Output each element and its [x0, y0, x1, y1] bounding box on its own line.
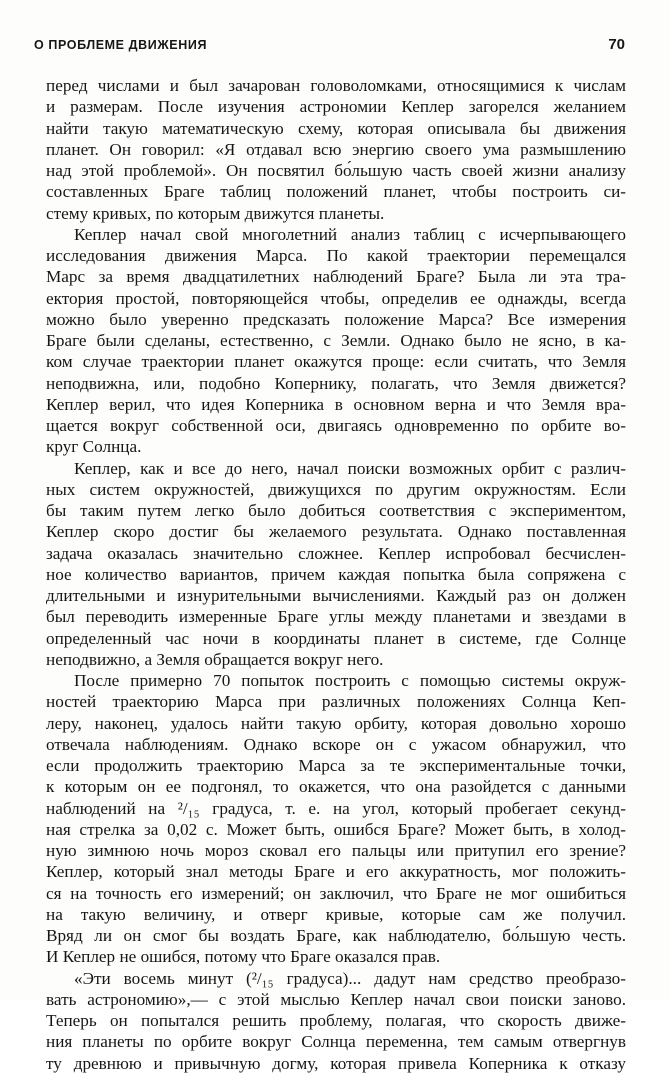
paragraph-first-line: «Эти восемь минут (²/₁₅ градуса)... дадут нам средство преобразо-: [74, 968, 626, 988]
text-line: ных систем окружностей, движущихся по другим окружностям. Если: [46, 479, 626, 499]
text-line: Кеплер верил, что идея Коперника в основном верна и что Земля вра-: [46, 394, 626, 414]
text-line: составленных Браге таблиц положений планет, чтобы построить си-: [46, 182, 626, 202]
text-line: над этой проблемой». Он посвятил бо́льшую часть своей жизни анализу: [46, 161, 626, 180]
text-line: Кеплер скоро достиг бы желаемого результата. Однако поставленная: [46, 522, 626, 542]
text-line: ную зимнюю ночь мороз сковал его пальцы или притупил его зрение?: [46, 841, 626, 860]
text-line: перед числами и был зачарован головоломками, относящимися к числам: [46, 76, 626, 95]
text-line: круг Солнца.: [46, 437, 142, 457]
text-line: планет. Он говорил: «Я отдавал всю энергию своего ума размышлению: [46, 139, 626, 159]
text-line: ная стрелка за 0,02 с. Может быть, ошибся Браге? Может быть, в холод-: [46, 819, 626, 839]
text-line: на такую величину, и отверг кривые, которые сам же получил.: [46, 904, 626, 924]
text-line: найти такую математическую схему, которая описывала бы движения: [46, 118, 626, 138]
text-line: Теперь он попытался решить проблему, полагая, что скорость движе-: [46, 1011, 626, 1030]
text-line: Вряд ли он смог бы воздать Браге, как наблюдателю, бо́льшую честь.: [46, 926, 626, 945]
text-line: Браге были сделаны, естественно, с Земли. Однако было не ясно, в ка-: [46, 331, 626, 350]
text-line: ния планеты по орбите вокруг Солнца переменна, тем самым отвергнув: [46, 1032, 626, 1052]
paragraph-first-line: Кеплер, как и все до него, начал поиски возможных орбит с различ-: [74, 458, 626, 478]
text-line: и размерам. После изучения астрономии Кеплер загорелся желанием: [46, 97, 626, 117]
text-line: ту древнюю и привычную догму, которая привела Коперника к отказу: [46, 1053, 626, 1073]
text-line: леру, наконец, удалось найти такую орбиту, которая довольно хорошо: [46, 713, 626, 733]
paragraph-first-line: После примерно 70 попыток построить с помощью системы окруж-: [74, 671, 626, 690]
text-line: определенный час ночи в координаты планет в системе, где Солнце: [46, 628, 626, 648]
text-line: неподвижно, а Земля обращается вокруг него.: [46, 649, 384, 669]
text-line: ностей траекторию Марса при различных положениях Солнца Кеп-: [46, 692, 626, 712]
text-line: стему кривых, по которым движутся планеты.: [46, 203, 385, 223]
text-line: можно было уверенно предсказать положение Марса? Все измерения: [46, 309, 626, 329]
text-line: щается вокруг собственной оси, двигаясь одновременно по орбите во-: [46, 416, 626, 435]
text-line: ся на точность его измерений; он заключил, что Браге не мог ошибиться: [46, 883, 626, 903]
text-line: вать астрономию»,— с этой мыслью Кеплер начал свои поиски заново.: [46, 989, 626, 1009]
text-line: наблюдений на ²/₁₅ градуса, т. е. на угол, который пробегает секунд-: [46, 798, 626, 818]
running-head: [34, 36, 625, 58]
text-line: к которым он ее подгонял, то окажется, что она разойдется с данными: [46, 777, 626, 797]
text-line: неподвижна, или, подобно Копернику, полагать, что Земля движется?: [46, 373, 626, 393]
body-text: [46, 75, 626, 1074]
text-line: отвечала наблюдениям. Однако вскоре он с ужасом обнаружил, что: [46, 734, 626, 754]
text-line: ком случае траектории планет окажутся проще: если считать, что Земля: [46, 352, 626, 372]
text-line: ектория простой, повторяющейся чтобы, определив ее однажды, всегда: [46, 288, 626, 308]
text-line: И Кеплер не ошибся, потому что Браге оказался прав.: [46, 947, 441, 967]
text-line: длительными и изнурительными вычислениями. Каждый раз он должен: [46, 586, 626, 605]
text-line: задача оказалась значительно сложнее. Кеплер испробовал бесчислен-: [46, 543, 626, 563]
text-line: бы таким путем легко было добиться соответствия с экспериментом,: [46, 501, 626, 520]
text-line: если продолжить траекторию Марса за те экспериментальные точки,: [46, 756, 626, 775]
running-title: О ПРОБЛЕМЕ ДВИЖЕНИЯ: [34, 38, 208, 52]
page-number: 70: [608, 36, 625, 53]
text-line: исследования движения Марса. По какой траектории перемещался: [46, 246, 626, 265]
paragraph-first-line: Кеплер начал свой многолетний анализ таблиц с исчерпывающего: [74, 224, 626, 244]
text-line: Кеплер, который знал методы Браге и его аккуратность, мог положить-: [46, 862, 626, 882]
text-line: Марс за время двадцатилетних наблюдений Браге? Была ли эта тра-: [46, 267, 626, 287]
text-line: ное количество вариантов, причем каждая попытка была сопряжена с: [46, 564, 626, 584]
text-line: был переводить измеренные Браге углы между планетами и звездами в: [46, 607, 626, 627]
